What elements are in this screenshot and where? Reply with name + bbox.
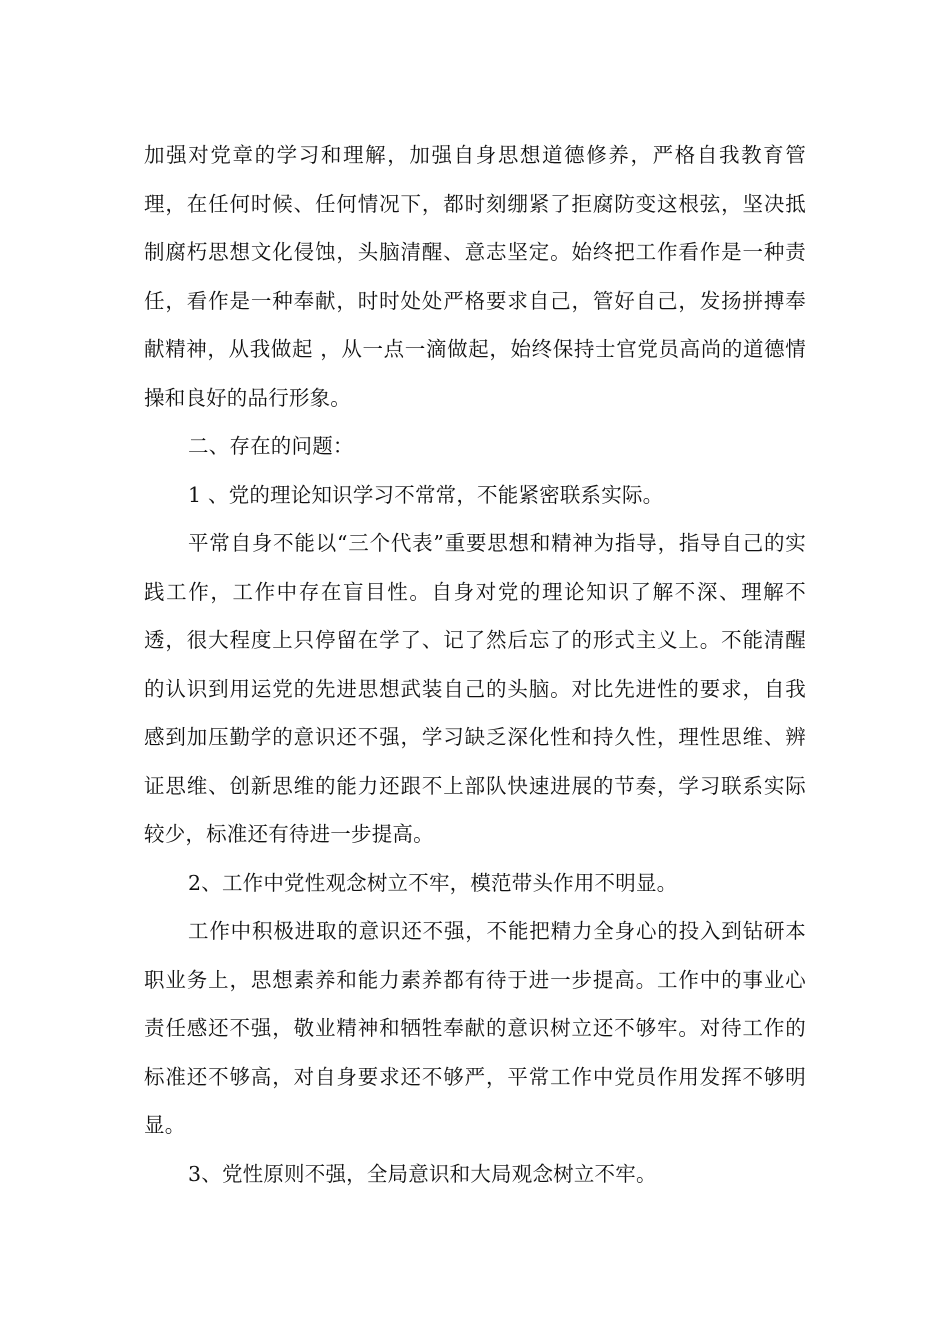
- document-body: [144, 131, 806, 1198]
- problem-heading-1: 1 、党的理论知识学习不常常，不能紧密联系实际。: [188, 482, 664, 507]
- problem-heading-2: 2、工作中党性观念树立不牢，模范带头作用不明显。: [188, 870, 678, 895]
- paragraph-party-constitution-study: 加强对党章的学习和理解，加强自身思想道德修养，严格自我教育管理，在任何时候、任何情况下，都时刻绷紧了拒腐防变这根弦，坚决抵制腐朽思想文化侵蚀，头脑清醒、意志坚定。始终把工作看作是一种责任，看作是一种奉献，时时处处严格要求自己，管好自己，发扬拼搏奉献精神，从我做起 ，从一点一滴做起，始终保持士官党员高尚的道德情操和良好的品行形象。: [144, 143, 806, 410]
- problem-heading-3: 3、党性原则不强，全局意识和大局观念树立不牢。: [188, 1161, 657, 1186]
- paragraph-problem-2-detail: 工作中积极进取的意识还不强，不能把精力全身心的投入到钻研本职业务上，思想素养和能力素养都有待于进一步提高。工作中的事业心责任感还不强，敬业精神和牺牲奉献的意识树立还不够牢。对待工作的标准还不够高，对自身要求还不够严，平常工作中党员作用发挥不够明显。: [144, 919, 806, 1137]
- section-heading-existing-problems: 二、存在的问题：: [188, 434, 354, 458]
- paragraph-problem-1-detail: 平常自身不能以“三个代表”重要思想和精神为指导，指导自己的实践工作，工作中存在盲目性。自身对党的理论知识了解不深、理解不透，很大程度上只停留在学了、记了然后忘了的形式主义上。不能清醒的认识到用运党的先进思想武装自己的头脑。对比先进性的要求，自我感到加压勤学的意识还不强，学习缺乏深化性和持久性，理性思维、辨证思维、创新思维的能力还跟不上部队快速进展的节奏，学习联系实际较少，标准还有待进一步提高。: [144, 531, 806, 846]
